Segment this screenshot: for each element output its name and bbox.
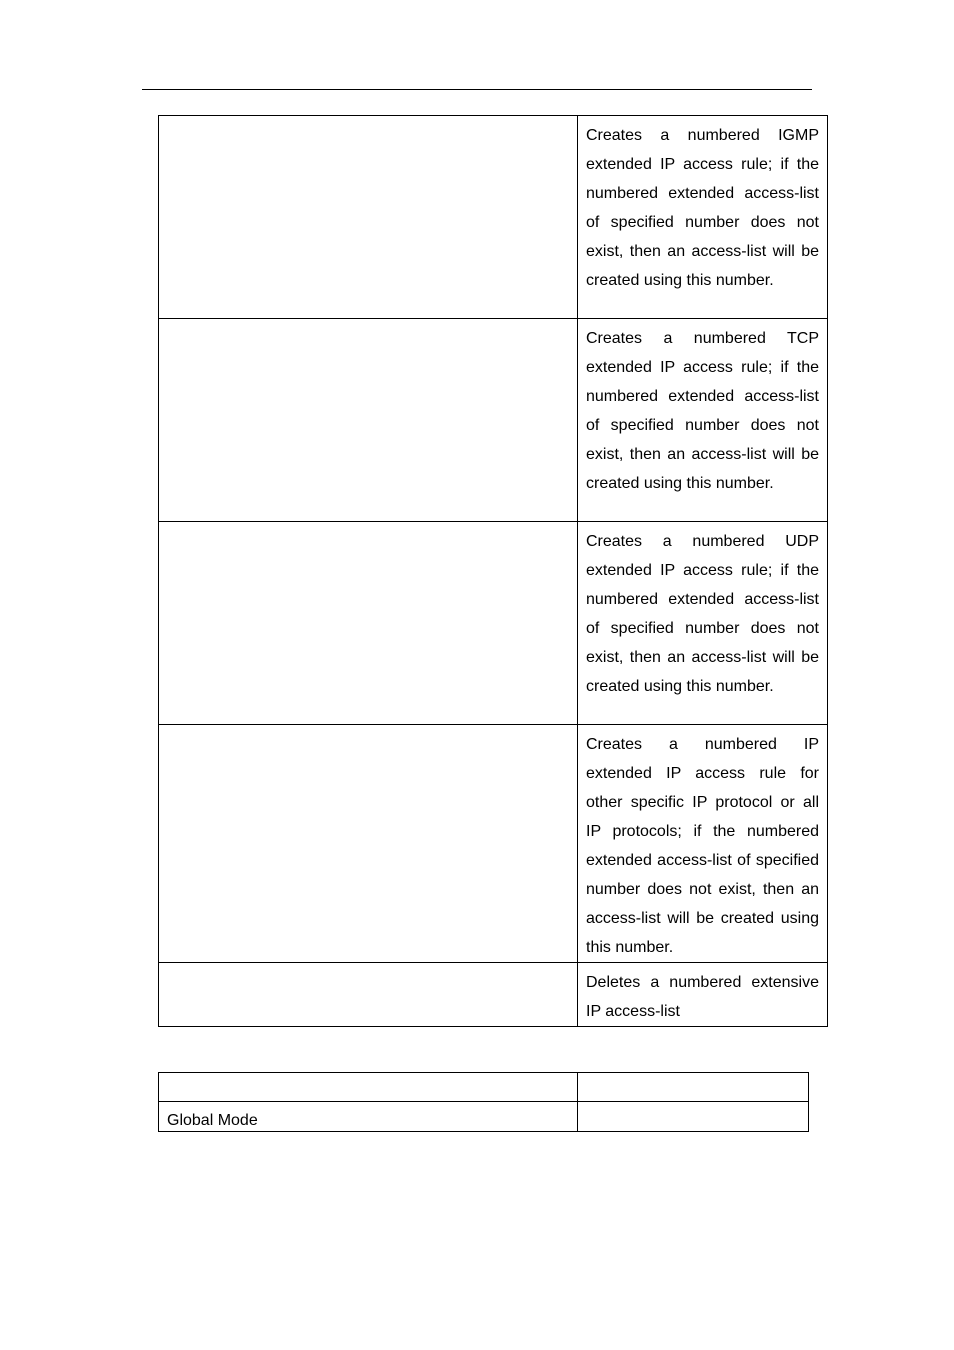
command-cell — [159, 725, 578, 963]
table-row — [159, 522, 828, 725]
command-cell — [159, 319, 578, 522]
description-cell: Creates a numbered TCP extended IP access rule; if the numbered extended access-list of specified number does not exist, then an access-list will be created using this number. — [578, 319, 828, 522]
table-row — [159, 963, 828, 1027]
table-row — [159, 319, 828, 522]
command-cell — [159, 963, 578, 1027]
mode-table — [158, 1072, 809, 1132]
header-rule — [142, 89, 812, 90]
command-cell — [159, 522, 578, 725]
command-cell — [159, 116, 578, 319]
table-row — [159, 1102, 809, 1132]
table-row — [159, 116, 828, 319]
mode-cell — [578, 1073, 809, 1102]
mode-cell — [159, 1073, 578, 1102]
table-row — [159, 1073, 809, 1102]
mode-cell — [578, 1102, 809, 1132]
mode-cell: Global Mode — [159, 1102, 578, 1132]
description-cell: Creates a numbered IGMP extended IP access rule; if the numbered extended access-list of specified number does not exist, then an access-list will be created using this number. — [578, 116, 828, 319]
table-row — [159, 725, 828, 963]
description-cell: Creates a numbered IP extended IP access rule for other specific IP protocol or all IP protocols; if the numbered extended access-list of specified number does not exist, then an access-list will be created using this number. — [578, 725, 828, 963]
description-cell: Deletes a numbered extensive IP access-list — [578, 963, 828, 1027]
command-table — [158, 115, 828, 1027]
description-cell: Creates a numbered UDP extended IP access rule; if the numbered extended access-list of specified number does not exist, then an access-list will be created using this number. — [578, 522, 828, 725]
